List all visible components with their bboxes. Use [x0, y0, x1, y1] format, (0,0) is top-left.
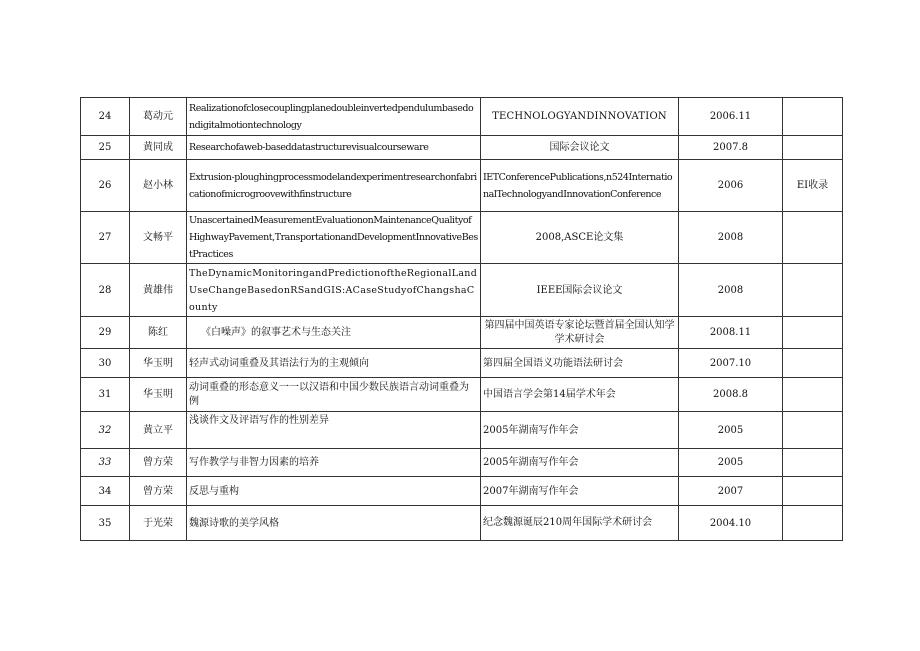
author-name: 赵小林 [130, 160, 187, 212]
row-number: 29 [81, 317, 130, 349]
paper-title: 反思与重构 [187, 477, 481, 506]
author-name: 黄雄伟 [130, 264, 187, 317]
table-row [81, 98, 843, 136]
author-name: 葛动元 [130, 98, 187, 136]
table-row [81, 449, 843, 477]
venue: 中国语言学会第14届学术年会 [481, 378, 679, 412]
row-number: 30 [81, 349, 130, 378]
paper-title: 浅谈作文及评语写作的性别差异 [187, 412, 481, 449]
row-number: 27 [81, 212, 130, 264]
year: 2008.8 [679, 378, 783, 412]
venue: 2005年湖南写作年会 [481, 449, 679, 477]
note [783, 136, 843, 160]
note [783, 264, 843, 317]
table-row [81, 160, 843, 212]
author-name: 华玉明 [130, 349, 187, 378]
note [783, 317, 843, 349]
note [783, 449, 843, 477]
year: 2008 [679, 212, 783, 264]
paper-title: UnascertainedMeasurementEvaluationonMaintenanceQualityofHighwayPavement,TransportationandDevelopmentInnovativeBestPractices [187, 212, 481, 264]
venue: 2007年湖南写作年会 [481, 477, 679, 506]
year: 2007.8 [679, 136, 783, 160]
note [783, 412, 843, 449]
table-row [81, 264, 843, 317]
year: 2005 [679, 449, 783, 477]
author-name: 陈红 [130, 317, 187, 349]
paper-title: Realizationofclosecouplingplanedoubleinvertedpendulumbasedondigitalmotiontechnology [187, 98, 481, 136]
note [783, 477, 843, 506]
note: EI收录 [783, 160, 843, 212]
note [783, 506, 843, 541]
paper-title: Researchofaweb-baseddatastructurevisualcourseware [187, 136, 481, 160]
row-number: 35 [81, 506, 130, 541]
table-row [81, 349, 843, 378]
author-name: 曾方荣 [130, 449, 187, 477]
author-name: 文畅平 [130, 212, 187, 264]
row-number: 26 [81, 160, 130, 212]
table-row [81, 136, 843, 160]
paper-title: TheDynamicMonitoringandPredictionoftheRegionalLandUseChangeBasedonRSandGIS:ACaseStudyofChangshaCounty [187, 264, 481, 317]
table-row [81, 317, 843, 349]
note [783, 378, 843, 412]
venue: 第四届全国语义功能语法研讨会 [481, 349, 679, 378]
author-name: 于光荣 [130, 506, 187, 541]
paper-title: 写作教学与非智力因素的培养 [187, 449, 481, 477]
year: 2008 [679, 264, 783, 317]
row-number: 28 [81, 264, 130, 317]
venue: 国际会议论文 [481, 136, 679, 160]
paper-title: 轻声式动词重叠及其语法行为的主观倾向 [187, 349, 481, 378]
venue: 2005年湖南写作年会 [481, 412, 679, 449]
table-row [81, 378, 843, 412]
row-number: 31 [81, 378, 130, 412]
venue: 第四届中国英语专家论坛暨首届全国认知学学术研讨会 [481, 317, 679, 349]
author-name: 曾方荣 [130, 477, 187, 506]
venue: TECHNOLOGYANDINNOVATION [481, 98, 679, 136]
publications-table [80, 97, 843, 541]
author-name: 黄立平 [130, 412, 187, 449]
year: 2006 [679, 160, 783, 212]
year: 2007 [679, 477, 783, 506]
note [783, 212, 843, 264]
row-number: 25 [81, 136, 130, 160]
author-name: 华玉明 [130, 378, 187, 412]
author-name: 黄同成 [130, 136, 187, 160]
venue: 纪念魏源诞辰210周年国际学术研讨会 [481, 506, 679, 541]
paper-title: Extrusion-ploughingprocessmodelandexperimentresearchonfabricationofmicrogroovewithfinstructure [187, 160, 481, 212]
year: 2007.10 [679, 349, 783, 378]
year: 2006.11 [679, 98, 783, 136]
venue: IEEE国际会议论文 [481, 264, 679, 317]
year: 2008.11 [679, 317, 783, 349]
row-number: 34 [81, 477, 130, 506]
table-row [81, 212, 843, 264]
year: 2004.10 [679, 506, 783, 541]
note [783, 98, 843, 136]
row-number: 32 [81, 412, 130, 449]
paper-title: 《白噪声》的叙事艺术与生态关注 [187, 317, 481, 349]
venue: IETConferencePublications,n524InternationalTechnologyandInnovationConference [481, 160, 679, 212]
table-row [81, 506, 843, 541]
note [783, 349, 843, 378]
table-row [81, 477, 843, 506]
row-number: 24 [81, 98, 130, 136]
paper-title: 魏源诗歌的美学风格 [187, 506, 481, 541]
row-number: 33 [81, 449, 130, 477]
paper-title: 动词重叠的形态意义一一以汉语和中国少数民族语言动词重叠为例 [187, 378, 481, 412]
year: 2005 [679, 412, 783, 449]
table-row [81, 412, 843, 449]
venue: 2008,ASCE论文集 [481, 212, 679, 264]
